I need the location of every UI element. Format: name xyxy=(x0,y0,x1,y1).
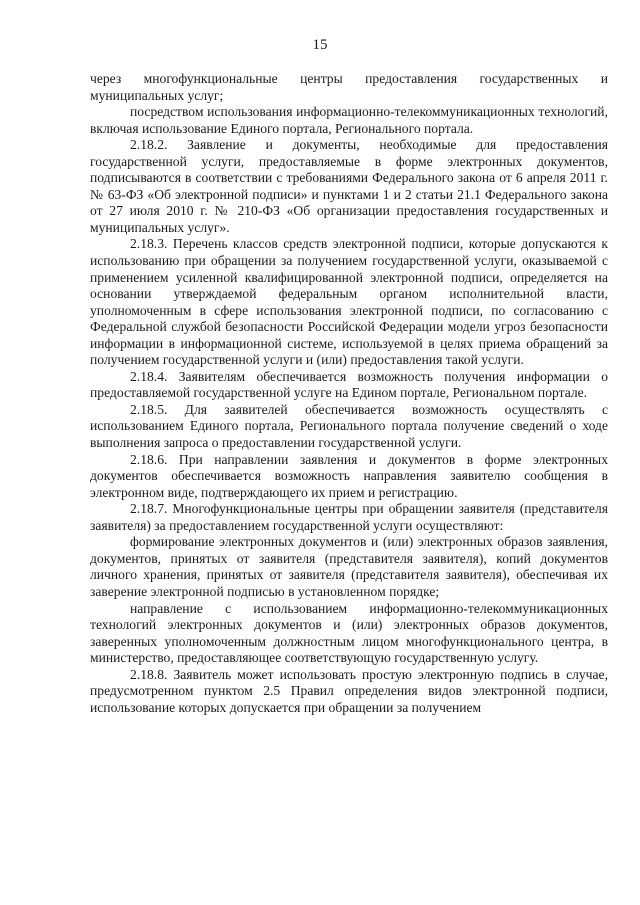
paragraph-2-18-3: 2.18.3. Перечень классов средств электронной подписи, которые допускаются к использованию при обращении за получением государственной услуги, оказываемой с применением усиленной квалифицированной электронной подписи, определяется на основании утверждаемой федеральным органом исполнительной власти, уполномоченным в сфере использования электронной подписи, по согласованию с Федеральной службой безопасности Российской Федерации модели угроз безопасности информации в информационной системе, используемой в целях приема обращений за получением государственной услуги и (или) предоставления такой услуги. xyxy=(90,236,608,368)
page-number: 15 xyxy=(312,37,328,53)
paragraph-2-18-4: 2.18.4. Заявителям обеспечивается возможность получения информации о предоставляемой государственной услуге на Едином портале, Региональном портале. xyxy=(90,368,608,401)
paragraph-mfc-channel: через многофункциональные центры предоставления государственных и муниципальных услуг; xyxy=(90,71,608,103)
paragraph-2-18-8: 2.18.8. Заявитель может использовать простую электронную подпись в случае, предусмотренном пунктом 2.5 Правил определения видов электронной подписи, использование которых допускается при обращении за получением xyxy=(90,666,608,715)
paragraph-sending-documents: направление с использованием информационно-телекоммуникационных технологий электронных документов и (или) электронных образов документов, заверенных уполномоченным должностным лицом многофункционального центра, в министерство, предоставляющее соответствующую государственную услугу. xyxy=(90,600,608,666)
paragraph-forming-documents: формирование электронных документов и (или) электронных образов заявления, документов, принятых от заявителя (представителя заявителя), копий документов личного хранения, принятых от заявителя (представителя заявителя), обеспечивая их заверение электронной подписью в установленном порядке; xyxy=(90,534,608,599)
paragraph-2-18-5: 2.18.5. Для заявителей обеспечивается возможность осуществлять с использованием Единого портала, Регионального портала получение сведений о ходе выполнения запроса о предоставлении государственной услуги. xyxy=(90,401,608,451)
paragraph-2-18-2: 2.18.2. Заявление и документы, необходимые для предоставления государственной услуги, предоставляемые в форме электронных документов, подписываются в соответствии с требованиями Федерального закона от 6 апреля 2011 г. № 63-ФЗ «Об электронной подписи» и пунктами 1 и 2 статьи 21.1 Федерального закона от 27 июля 2010 г. № 210-ФЗ «Об организации предоставления государственных и муниципальных услуг». xyxy=(90,137,608,235)
document-body xyxy=(90,71,608,716)
paragraph-2-18-7: 2.18.7. Многофункциональные центры при обращении заявителя (представителя заявителя) за предоставлением государственной услуги осуществляют: xyxy=(90,501,608,533)
paragraph-ict-channel: посредством использования информационно-телекоммуникационных технологий, включая использование Единого портала, Регионального портала. xyxy=(90,104,608,136)
paragraph-2-18-6: 2.18.6. При направлении заявления и документов в форме электронных документов обеспечивается возможность направления заявителю сообщения в электронном виде, подтверждающего их прием и регистрацию. xyxy=(90,451,608,500)
